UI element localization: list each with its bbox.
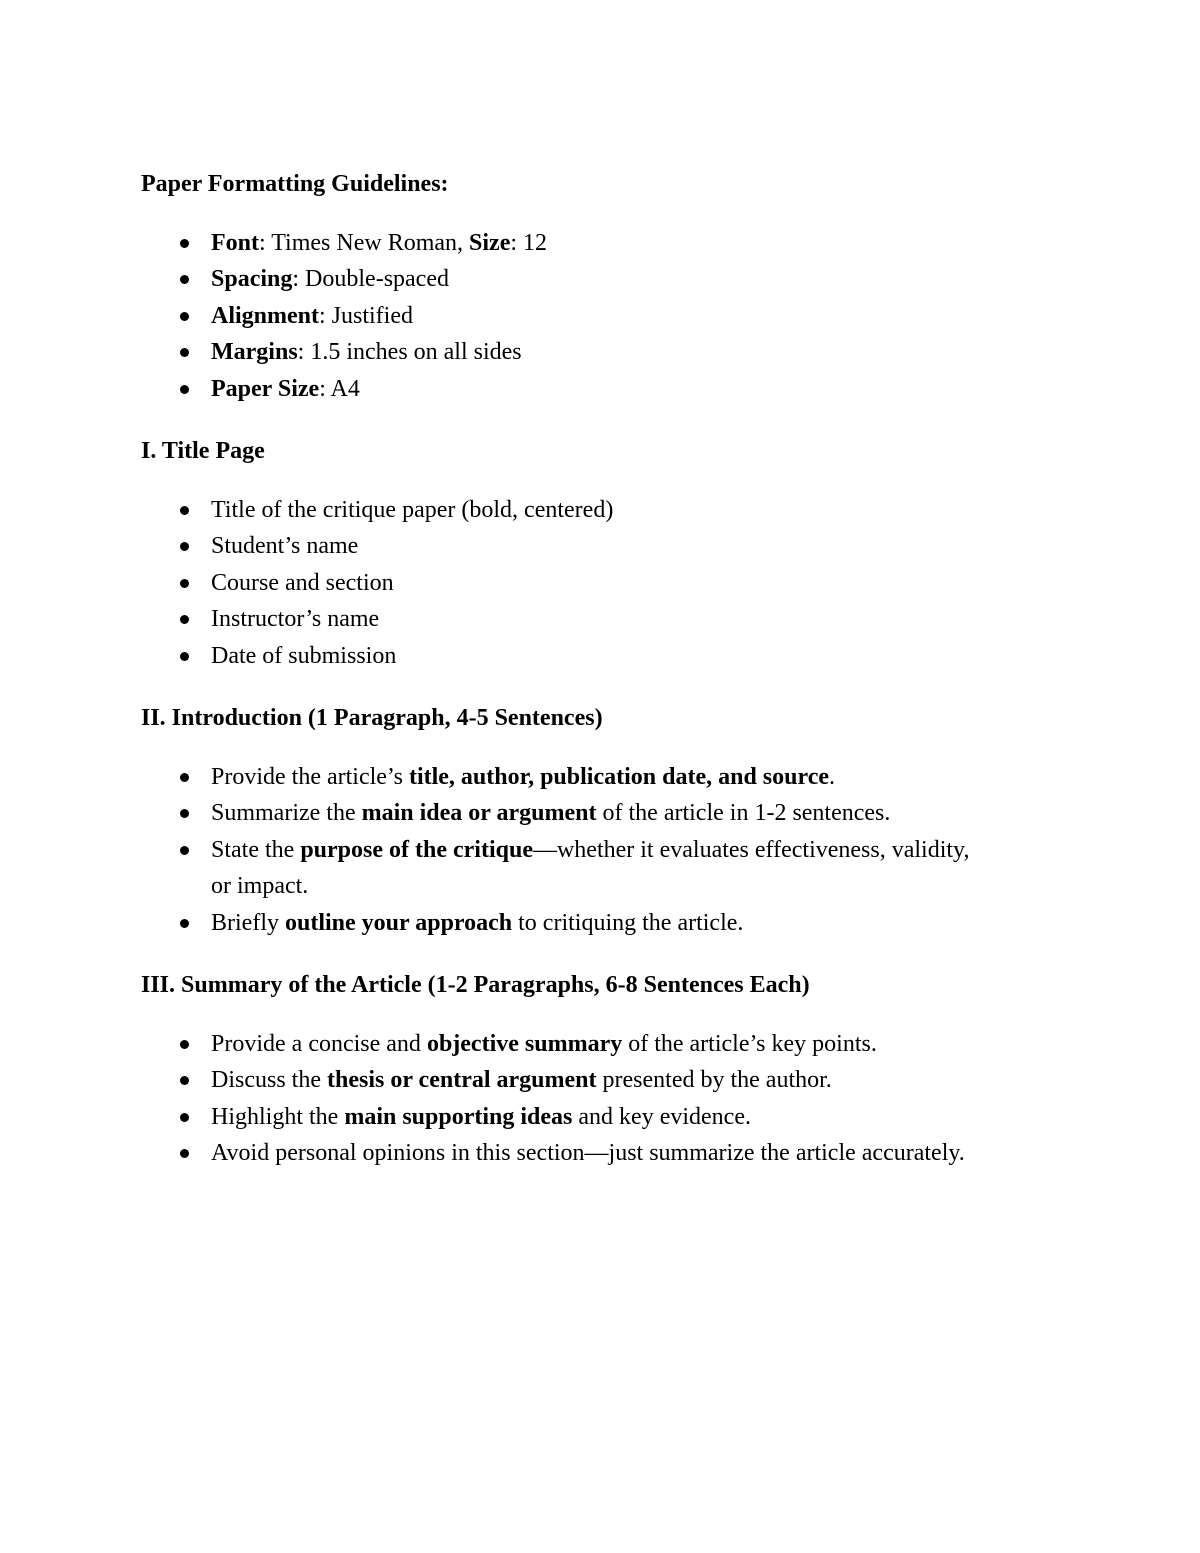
item-bold: main idea or argument [361,800,597,826]
font-value: : Times New Roman, [259,229,470,256]
list-item [141,371,1041,408]
item-text: Summarize the [211,800,362,826]
document-content [141,166,1041,1198]
item-bold: outline your approach [284,909,513,936]
item-text: Briefly [211,909,285,936]
introduction-list [141,759,1041,942]
list-item [141,759,1041,796]
list-item: Date of submission [141,638,1041,675]
item-text: presented by the author. [596,1067,832,1093]
item-text: of the article in 1-2 sentences. [596,800,891,826]
list-item [141,334,1041,371]
item-text: Avoid personal opinions in this section—just summarize the article accurately. [211,1140,965,1166]
list-item [141,1135,991,1172]
item-text: Provide the article’s [211,763,409,790]
item-text: Provide a concise and [211,1030,427,1057]
item-text: and key evidence. [572,1103,751,1130]
formatting-list [141,225,1041,408]
list-item: Course and section [141,565,1041,602]
list-item [141,905,1041,942]
list-item: Instructor’s name [141,601,1041,638]
list-item [141,225,1041,262]
item-text: State the [211,836,301,863]
list-item [141,832,991,905]
list-item [141,1099,1041,1136]
spacing-value: : Double-spaced [292,266,449,292]
item-text: Highlight the [211,1103,345,1130]
item-text: —whether it evaluates effectiveness, validity, or impact. [211,836,970,899]
size-label: Size [469,229,511,256]
item-bold: purpose of the critique [300,836,533,863]
list-item [141,1062,1041,1099]
item-text: of the article’s key points. [622,1030,877,1057]
title-page-heading: I. Title Page [141,438,265,464]
summary-list [141,1026,1041,1172]
list-item [141,261,1041,298]
title-page-list [141,492,1041,675]
item-text: to critiquing the article. [512,909,744,936]
spacing-label: Spacing [211,266,293,292]
item-bold: objective summary [426,1030,623,1057]
item-text: . [829,763,835,790]
list-item: Title of the critique paper (bold, centered) [141,492,1041,529]
item-bold: thesis or central argument [327,1067,597,1093]
size-value: : 12 [510,229,548,256]
margins-value: : 1.5 inches on all sides [297,339,522,365]
formatting-heading: Paper Formatting Guidelines: [141,171,449,197]
list-item: Student’s name [141,528,1041,565]
alignment-label: Alignment [211,302,319,329]
alignment-value: : Justified [319,302,413,329]
item-text: Discuss the [211,1067,327,1093]
summary-heading: III. Summary of the Article (1-2 Paragraphs, 6-8 Sentences Each) [141,972,810,998]
paper-size-value: : A4 [319,375,360,402]
item-bold: title, author, publication date, and source [408,763,829,790]
margins-label: Margins [211,339,298,365]
font-label: Font [211,229,259,256]
paper-size-label: Paper Size [211,375,320,402]
introduction-heading: II. Introduction (1 Paragraph, 4-5 Sentences) [141,705,603,731]
list-item [141,298,1041,335]
list-item [141,1026,1041,1063]
list-item [141,795,1041,832]
item-bold: main supporting ideas [344,1103,573,1130]
